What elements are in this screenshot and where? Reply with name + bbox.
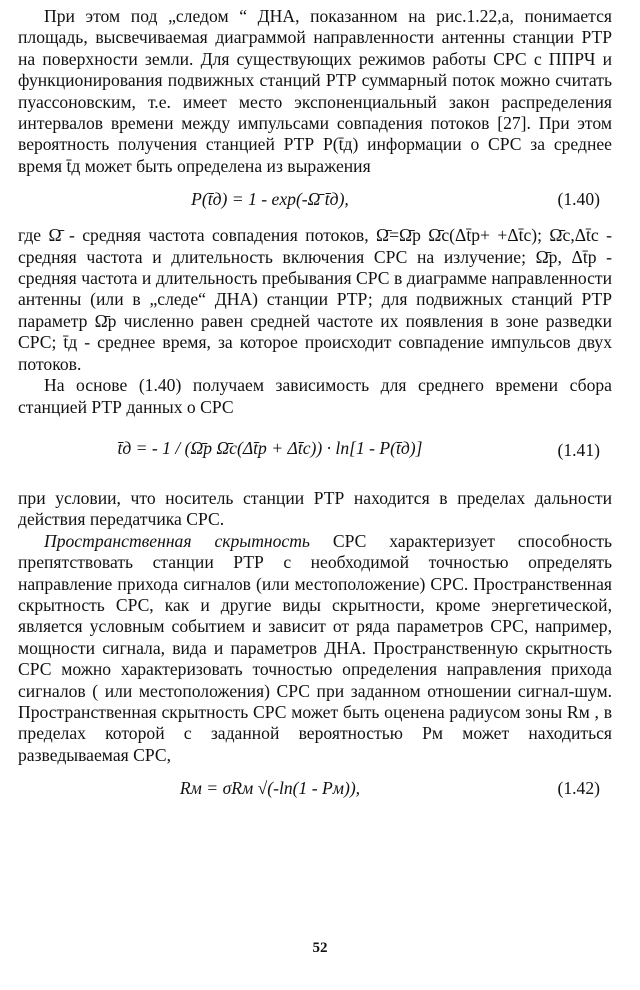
term-spatial-secrecy: Пространственная скрытность [44, 530, 310, 551]
formula-expression: P(t̄д) = 1 - exp(-Ω̄ t̄д), [191, 189, 349, 210]
formula-expression: Rм = σRм √(-ln(1 - Pм)), [179, 778, 361, 799]
formula-1-42 [18, 766, 612, 814]
paragraph-spatial-secrecy [18, 531, 612, 766]
paragraph-derivation: На основе (1.40) получаем зависимость для среднего времени сбора станцией РТР данных о СРС [18, 375, 612, 417]
paragraph-condition: при условии, что носитель станции РТР находится в пределах дальности действия передатчика СРС. [18, 487, 612, 530]
formula-1-40 [18, 177, 612, 225]
page-number: 52 [312, 940, 328, 956]
formula-expression: t̄д = - 1 / (Ω̄р Ω̄с(Δt̄р + Δt̄с)) · ln[1 - P(t̄д)] [117, 437, 423, 458]
formula-number: (1.42) [557, 778, 600, 799]
formula-number: (1.41) [557, 439, 600, 460]
formula-number: (1.40) [557, 189, 600, 210]
paragraph-intro: При этом под „следом “ ДНА, показанном на рис.1.22,а, понимается площадь, высвечиваемая диаграммой направленности антенны станции РТР на поверхности земли. Для существующих режимов работы СРС с ППРЧ и функционирования подвижных станций РТР суммарный поток можно считать пуассоновским, т.е. имеет место экспоненциальный закон распределения интервалов времени между импульсами совпадения потоков [27]. При этом вероятность получения станцией РТР P(t̄д) информации о СРС за среднее время t̄д может быть определена из выражения [18, 6, 612, 176]
formula-1-41 [18, 418, 612, 488]
paragraph-definitions: где Ω̄ - средняя частота совпадения потоков, Ω̄=Ω̄р Ω̄с(Δt̄р+ +Δt̄с); Ω̄с,Δt̄с - средняя частота и длительность включения СРС на излучение; Ω̄р, Δt̄р - средняя частота и длительность пребывания СРС в диаграмме направленности антенны (или в „следе“ ДНА) станции РТР; для подвижных станций РТР параметр Ω̄р численно равен средней частоте их появления в зоне разведки СРС; t̄д - среднее время, за которое происходит совпадение импульсов двух потоков. [18, 225, 612, 374]
paragraph-body: СРС характеризует способность препятствовать станции РТР с необходимой точностью определять направление прихода сигналов (или местоположение) СРС. Пространственная скрытность СРС, как и другие виды скрытности, кроме энергетической, является условным событием и зависит от ряда параметров СРС, например, мощности сигнала, вида и параметров ДНА. Пространственную скрытность СРС можно характеризовать точностью определения направления прихода сигналов ( или местоположения) СРС при заданном отношении сигнал-шум. Пространственная скрытность СРС может быть оценена радиусом зоны Rм , в пределах которой с заданной вероятностью Pм может находиться разведываемая СРС, [18, 530, 612, 765]
